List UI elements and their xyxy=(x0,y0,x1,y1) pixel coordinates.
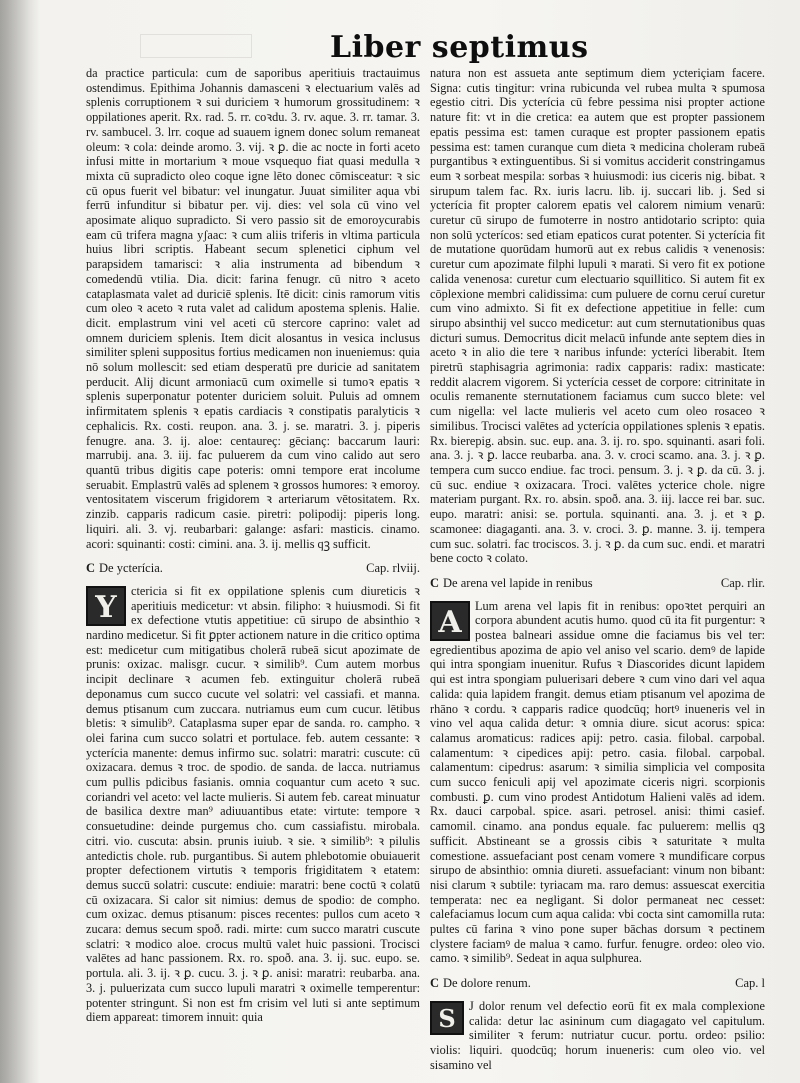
chapter-title: De arena vel lapide in renibus xyxy=(443,575,593,590)
chapter-heading-ictericia xyxy=(86,561,420,576)
right-paragraph-2: Lum arena vel lapis fit in renibus: opoꝛtet perquiri an corpora abundent acutis humo. quod cū ita fit purgentur: ꝛ postea balneari assidue omne die faciamus bis vel ter: egredientibus apozima de apio vel aniso vel scario. demꝰ de lapide qui intra spongiam inuenitur. Rufus ꝛ Diascorides dicunt lapidem qui est intra spongiam pulueriзari debere ꝛ cum vino dari vel aqua calida: quia lapidem frangit. demus etiam ptisanum vel apozima de rhāno ꝛ cordu. ꝛ capparis radice quodcūq; hortꝰ inueneris vel in vino vel aqua calida detur: ꝛ omnia diure. sicut acorus: spica: calamus aromaticus: radices apij: petro. casia. filobal. carpobal. calamentum: ꝛ cipedices apij: petro. casia. filobal. carpobal. calamentum: cipedrus: asarum: ꝛ similia simplicia vel composita cum succo feniculi apij vel apozimate ciceris nigri. scorpionis combusti. ꝑ. cum vino prodest Antidotum Halieni valēs ad idem. Rx. dauci carpobal. spice. asari. petrosel. anisi: thimi casief. camomil. cinamo. ana pondus equale. fac puluerem: mellis qꝫ sufficit. Abstineant se a grossis cibis ꝛ saturitate ꝛ multa comestione. assuefaciant post cenam vomere ꝛ mundificare corpus sirupo de absinthio: omnia diureti. assuefaciant: vinum non bibant: nisi clarum ꝛ subtile: tyriacam ma. raro demus: assuescat exercitia temperata: nec ea negligant. Si dolor permaneat nec cesset: calefaciamus locum cum aqua calida: vbi cocta sint camomilla ruta: pultes cū farina ꝛ vino pone super bāchas dorsum ꝛ pectinem clystere faciamꝰ de malua ꝛ camo. furfur. fenugre. ordeo: oleo vio. camo. ꝛ similib⁹. Sedeat in aqua sulphurea. xyxy=(430,598,765,966)
decorated-initial-c: A xyxy=(430,601,470,641)
chapter-number: Cap. rlviij. xyxy=(366,561,420,576)
right-paragraph-3: J dolor renum vel defectio eorū fit ex mala complexione calida: detur lac asininum cum diagagato vel capitulum. similiter ꝛ ferum: nutriatur cucur. portu. ordeo: psilio: violis: liquiri. quodcūq; horum inueneris: cum oleo vio. vel sisamino vel xyxy=(430,998,765,1072)
decorated-initial-s: S xyxy=(430,1001,464,1035)
chapter-title: De ycterícia. xyxy=(99,561,163,576)
chapter-mark: C xyxy=(86,561,96,576)
left-paragraph-2: ctericia si fit ex oppilatione splenis cum diureticis ꝛ aperitiuis medicetur: vt absin. filipho: ꝛ huiusmodi. Si fit ex defectione vtutis appetitiue: cū sirupo de absinthio ꝛ nardino medicetur. Si fit ꝑpter actionem nature in die critico optima est: medicetur cum mitigatibus cholerā rubeā sicut apozimate de prunis: oxizac. malisgr. cucur. ꝛ similib⁹. Cum autem morbus incipit declinare ꝛ acumen feb. extinguitur cholerā rubeā deponamus cum succo cucute vel solatri: vel cassiafi. et manna. demus ptisanum cum zuccara. nutriamus eum cum cucur. lētibus bletis: ꝛ simulib⁹. Cataplasma super epar de sanda. ro. campho. ꝛ olei farina cum succo solatri et portulace. feb. autem cessante: ꝛ ycterícia manente: demus infirmo suc. solatri: maratri: cuscute: cū oxizacara. demus ꝛ troc. de spodio. de sanda. de lacca. nutriamus cum pullis pdicibus fasianis. omnia coquantur cum aceto ꝛ suc. coriandri vel aceto: vel lacte mulieris. Si autem feb. careat minuatur de basilica dextre man⁹ adiuuantibus etate: virtute: tempore ꝛ consuetudine: deinde purgemus cho. cum cassiafistu. mirobala. citri. vio. cuscuta: absin. prunis iuiub. ꝛ sie. ꝛ similib⁹: ꝛ pilulis antedictis chole. rub. purgantibus. Si autem phlebotomie obuiauerit propter defectionem virtutis ꝛ temporis frigiditatem ꝛ etatem: demus succū solatri: cuscute: endiuie: maratri: bene coctū ꝛ colatū cū oxizacara. Si calor sit nimius: demus de spodio: de compho. cum oxizac. demus ptisanum: pisces recentes: pullos cum aceto ꝛ zucara: demus secum spoð. radi. mirte: cum succo maratri cuscute sclatri: ꝛ modico aloe. crocus multū valet huic passioni. Trocisci valētes ad hanc passionem. Rx. ro. spoð. ana. 3. ij. suc. eupo. se. portula. ali. 3. ij. ꝛ ꝑ. cucu. 3. j. ꝛ ꝑ. anisi: maratri: reubarba. ana. 3. j. puluerizata cum succo lupuli maratri ꝛ oximelle temperentur: potenter stringunt. Si non est fm crisim vel luti si ante septimum diem appareat: timorem innuit: quia xyxy=(86,583,420,1025)
right-column xyxy=(430,66,765,1072)
chapter-number: Cap. rlir. xyxy=(720,575,765,590)
decorated-initial-y: Y xyxy=(86,586,126,626)
chapter-heading-dolor-renum xyxy=(430,976,765,991)
chapter-mark: C xyxy=(430,976,440,991)
running-title: Liber septimus xyxy=(330,30,589,65)
right-paragraph-1: natura non est assueta ante septimum diem ycteriçiam facere. Signa: cutis tingitur: vrina rubicunda vel rubea multa ꝛ spumosa egestio citri. Dis ycterícia cū febre pessima nisi propter actione nature fit: vt in die cretica: ea autem que est propter passionem epatis pessima est: tamen curaque est propter passionem epatis pessima est: tamen curanque cum dieta ꝛ medicina choleram rubeā purgantibus ꝛ extinguentibus. Si si vomitus acciderit constringamus eum ꝛ sorbeat mespila: sorbas ꝛ huiusmodi: ius ciceris nig. bibat. ꝛ sirupum talem fac. Rx. iuris lacru. lib. ij. succari lib. j. Sed si ycterícia fit propter calorem epatis vel calorem nimium venarū: curetur cū sirupo de fumoterre in nostro antidotario scripto: quia non solū ycterícos: sed etiam epaticos curat potenter. Si ycterícia fit de mutatione quorūdam humorū aut ex rebus calidis ꝛ venenosis: curetur cum apozimate filphi lupuli ꝛ marati. Si vero fit ex potione calida venenosa: curetur cum electuario squillitico. Si autem fit ex cōplexione membri calidissima: cum puluere de cornu ceruí curetur cum vino admixto. Si fit ex defectione appetitiue in felle: cum sirupo absinthij vel succo medicetur: aut cum sternutationibus quas dicturi sumus. Democritus dicit melacū infunde ante septem dies in aceto ꝛ in alio die tere ꝛ naribus infunde: ycteríci liberabit. Item piretrū staphisagria agrimonia: radix capparis: radix: masticate: reddit alacrem vigorem. Si ycterícia cesset de corpore: citrinitate in oculis remanente sternutationem faciamus cum succo blete: vel cum nigella: vel lacte mulieris vel aceto cum oleo rosaceo ꝛ similibus. Trocisci valētes ad ycterícia oppilationes splenis ꝛ epatis. Rx. bierepig. absin. suc. eup. ana. 3. ij. ro. spo. squinanti. asari foli. ana. 3. j. ꝛ ꝑ. lacce reubarba. ana. 3. v. croci scamo. ana. 3. j. ꝛ ꝑ. tempera cum succo endiue. fac troci. pensum. 3. j. ꝛ ꝑ. da cū. 3. j. cū suc. endiue ꝛ oxizacara. Troci. valētes ycterice chole. nigre materiam purgant. Rx. ro. absin. spoð. ana. 3. iij. lacce rei bar. suc. eupo. maratri: anisi: se. portula. squinanti. ana. 3. j. et ꝛ ꝑ. scamonee: diagaganti. ana. 3. v. croci. 3. ꝑ. manne. 3. ij. tempera cum suc. solatri. fac trociscos. 3. j. ꝛ ꝑ. da cum suc. endi. et maratri bene cocto ꝛ colato. xyxy=(430,66,765,566)
chapter-number: Cap. l xyxy=(735,976,765,991)
left-paragraph-1: da practice particula: cum de saporibus aperitiuis tractauimus ostendimus. Epithima Johannis damasceni ꝛ electuarium valēs ad splenis corruptionem ꝛ sui duriciem ꝛ humorum grossitudinem: ꝛ oppilationes aperit. Rx. rad. 5. rr. coꝛdu. 3. rv. aque. 3. rr. tamar. 3. rv. sambucel. 3. lrr. coque ad suauem ignem donec solum remaneat oleum: ꝛ cola: deinde aromo. 3. vij. ꝛ ꝑ. die ac nocte in forti aceto infusi mitte in mortarium ꝛ moue vsquequo fiat quasi medulla ꝛ mixta cū supradicto oleo coque igne lēto donec cōmisceatur: ꝛ sic cū opus fuerit vel bibatur: vel inungatur. Juuat similiter aqua vbi ferrū infunditur si bibatur per. vij. dies: vel sola cū vino vel aposimate aliquo supradicto. Si vero passio sit de emoroycurabis eam cū trifera magna yʃaac: ꝛ cum aliis triferis in vltima particula huius libri scriptis. Habeant secum splenetici ciphum vel parapsidem tamarisci: ꝛ alia instrumenta ad bibendum ꝛ comedendū vtilia. Dia. dicit: farina fenugr. cū nitro ꝛ aceto cataplasmata valet ad duriciē splenis. Itē dicit: cinis ramorum vitis cum oleo ꝛ aceto ꝛ ruta valet ad calidum apostema splenis. Halie. dicit. emplastrum vini vel aceti cū stercore caprino: valet ad omnem duriciem splenis. Item dicit alosantus in vesica inclusus similiter spleni suppositus fortius medicamen non inueniemus: quia nō solum mollescit: sed etiam desperatū pre duricie ad sanitatem perducit. Alij dicunt armoniacū cum oximelle si tumoꝛ epatis ꝛ splenis superponatur potenter duriciem soluit. Puluis ad omnem infirmitatem splenis ꝛ epatis cardiacis ꝛ constipatis paralyticis ꝛ cephalicis. Rx. costi. reupon. ana. 3. j. se. maratri. 3. j. piperis fenugre. ana. 3. ij. aloe: centaureç: gēcianç: baccarum lauri: marrubij. ana. 3. iij. fac puluerem da cum vino calido aut sero quantū tribus digitis cape poteris: omni tempore erat incolume seruabit. Emplastrū valēs ad splenem ꝛ grossos humores: ꝛ emoroy. ventositatem viscerum frigidorem ꝛ arteriarum vētositatem. Rx. zinzib. capparis radicum casie. piretri: polipodij: piperis long. liquiri. ali. 3. vj. reubarbari: galange: asfari: masticis. cinamo. acori: squinanti: costi: cimini. ana. 3. ij. mellis qꝫ sufficit. xyxy=(86,66,420,551)
chapter-heading-arena xyxy=(430,576,765,591)
left-column xyxy=(86,66,420,1066)
library-stamp-bleedthrough xyxy=(140,34,252,58)
page-edge-shadow xyxy=(0,0,40,1083)
chapter-title: De dolore renum. xyxy=(443,976,531,991)
chapter-mark: C xyxy=(430,575,440,590)
